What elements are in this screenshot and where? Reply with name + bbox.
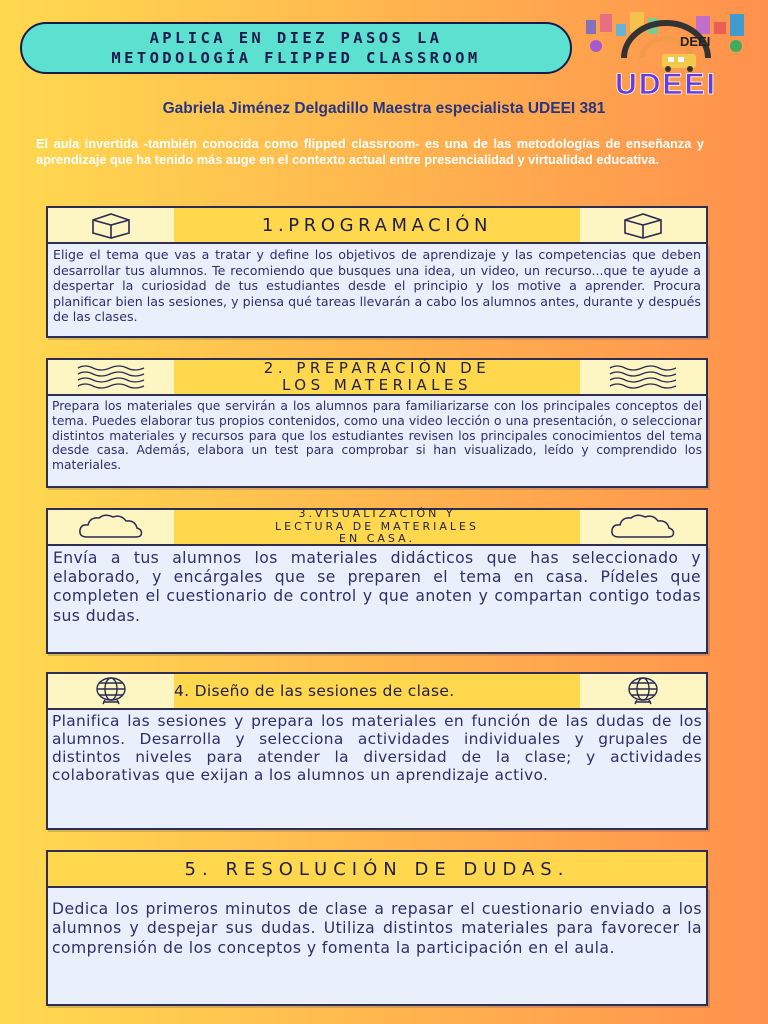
section-programacion (46, 206, 708, 338)
waves-icon (48, 360, 174, 394)
section-diseno (46, 672, 708, 830)
section-title: 4. Diseño de las sesiones de clase. (174, 682, 455, 700)
cloud-icon (48, 510, 174, 544)
title-line-1: APLICA EN DIEZ PASOS LA (149, 29, 443, 47)
section-header (46, 358, 708, 396)
section-body: Elige el tema que vas a tratar y define los objetivos de aprendizaje y las competencias que deben desarrollar tus alumnos. Te recomiendo que busques una idea, un video, un recurso...que te ayude a despertar la curiosidad de tus estudiantes desde el principio y los motive a aprender. Procura planificar bien las sesiones, y piensa qué tareas llevarán a cabo los alumnos antes, durante y después de las clases. (46, 244, 708, 338)
intro-paragraph: El aula invertida -también conocida como flipped classroom- es una de las metodologías de enseñanza y aprendizaje que ha tenido más auge en el contexto actual entre presencialidad y virtualidad educativa. (36, 136, 704, 167)
title-banner (20, 22, 572, 74)
udeei-logo (576, 6, 756, 100)
section-header (46, 850, 708, 888)
svg-text:UDEEI: UDEEI (615, 68, 717, 100)
section-title-line-1: 3.VISUALIZACIÓN Y (298, 507, 456, 521)
cube-icon (580, 208, 706, 242)
title-line-2: METODOLOGÍA FLIPPED CLASSROOM (111, 49, 481, 67)
cube-icon (48, 208, 174, 242)
section-header (46, 206, 708, 244)
waves-icon (580, 360, 706, 394)
section-title: 1.PROGRAMACIÓN (261, 214, 493, 236)
globe-icon (580, 674, 706, 708)
section-title-line-1: 2. PREPARACIÓN DE (263, 359, 491, 377)
section-visualizacion (46, 508, 708, 654)
section-resolucion (46, 850, 708, 1006)
section-title-line-2: LOS MATERIALES (281, 376, 473, 394)
section-body: Planifica las sesiones y prepara los materiales en función de las dudas de los alumnos. Desarrolla y selecciona actividades individuales y grupales de distintos niveles para atender la diversidad de la clase; y actividades colaborativas que exijan a los alumnos un aprendizaje activo. (46, 710, 708, 830)
cloud-icon (580, 510, 706, 544)
section-body: Dedica los primeros minutos de clase a repasar el cuestionario enviado a los alumnos y despejar sus dudas. Utiliza distintos materiales para favorecer la comprensión de los conceptos y fomenta la participación en el aula. (46, 888, 708, 1006)
section-header (46, 672, 708, 710)
globe-icon (48, 674, 174, 708)
section-body: Prepara los materiales que servirán a los alumnos para familiarizarse con los principales conceptos del tema. Puedes elaborar tus propios contenidos, como una video lección o una presentación, o seleccionar distintos materiales y recursos para que los estudiantes revisen los principales conocimientos del tema desde casa. Además, elabora un test para comprobar si han visualizado, leído y comprendido los materiales. (46, 396, 708, 488)
author-line: Gabriela Jiménez Delgadillo Maestra especialista UDEEI 381 (162, 100, 606, 117)
section-preparacion (46, 358, 708, 488)
section-body: Envía a tus alumnos los materiales didácticos que has seleccionado y elaborado, y encárgales que se preparen el tema en casa. Pídeles que completen el cuestionario de control y que anoten y compartan contigo todas sus dudas. (46, 546, 708, 654)
section-title-line-3: EN CASA. (339, 532, 415, 546)
section-header (46, 508, 708, 546)
section-title-line-2: LECTURA DE MATERIALES (275, 519, 479, 533)
section-title: 5. RESOLUCIÓN DE DUDAS. (184, 858, 570, 880)
svg-text:DEEI: DEEI (680, 34, 711, 49)
